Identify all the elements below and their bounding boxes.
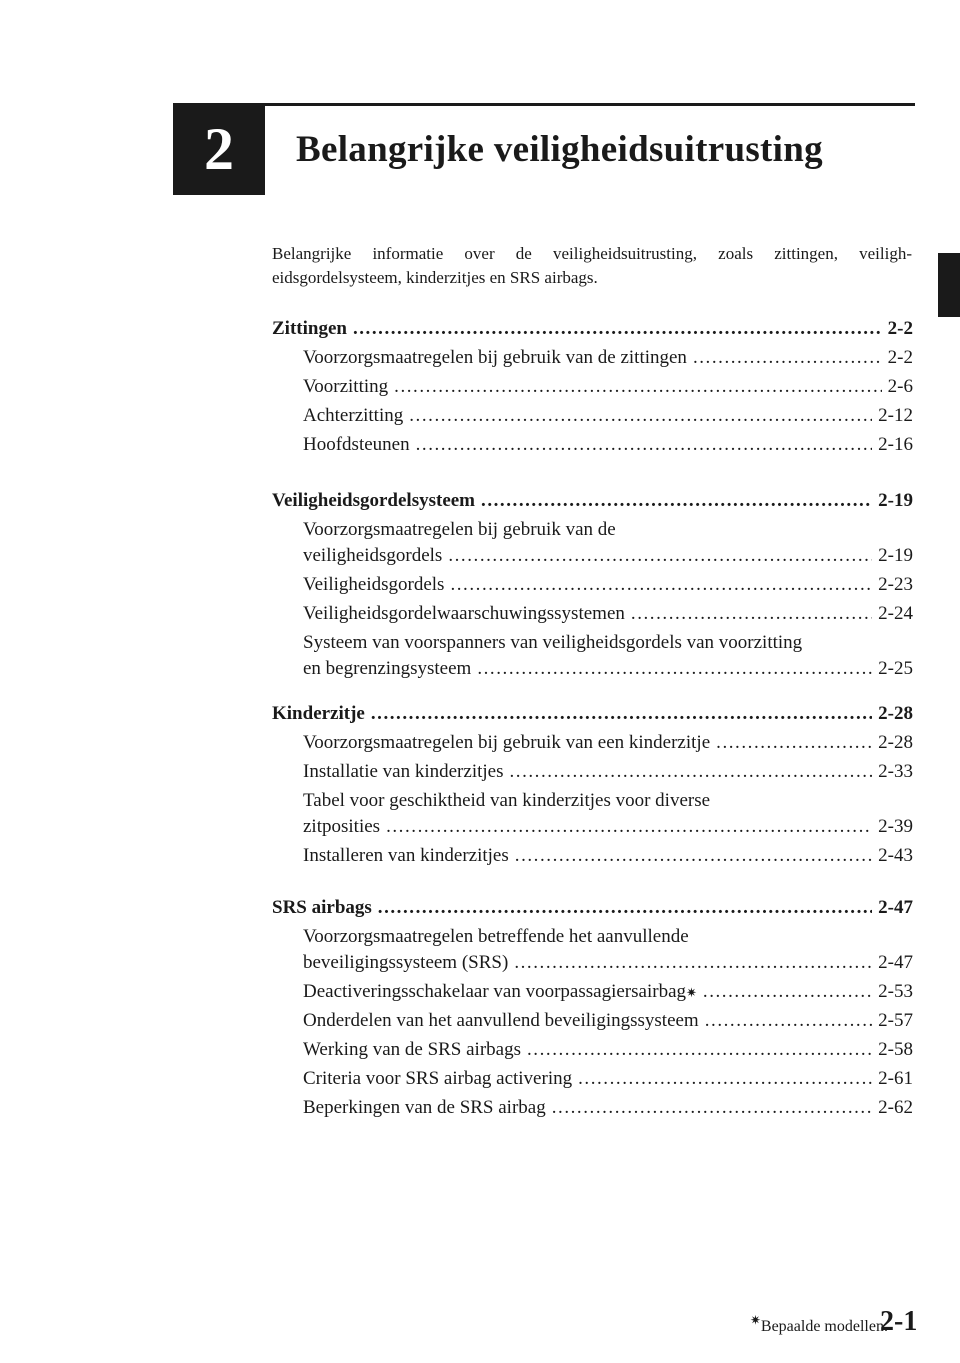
toc-page-number: 2-6 <box>887 376 913 397</box>
toc-page-number: 2-58 <box>878 1039 913 1060</box>
toc-leader <box>515 845 872 867</box>
toc-entry-label: Criteria voor SRS airbag activering <box>303 1068 573 1089</box>
toc-page-number: 2-53 <box>878 981 913 1002</box>
toc-leader <box>703 981 872 1003</box>
toc-page-number: 2-47 <box>878 897 913 918</box>
toc-entry-first-line[interactable]: Voorzorgsmaatregelen betreffende het aanvullende <box>303 926 689 947</box>
toc-entry-label: veiligheidsgordels <box>303 545 443 566</box>
toc-leader <box>481 490 872 512</box>
toc-entry-label: Installeren van kinderzitjes <box>303 845 509 866</box>
toc-page-number: 2-19 <box>878 545 913 566</box>
toc-leader <box>693 347 882 369</box>
toc-entry[interactable] <box>272 545 913 574</box>
footer-note <box>750 1312 888 1336</box>
toc-page-number: 2-39 <box>878 816 913 837</box>
toc-section-zittingen <box>272 318 913 463</box>
toc-leader <box>394 376 882 398</box>
toc-entry-label: Achterzitting <box>303 405 404 426</box>
toc-entry[interactable] <box>272 434 913 463</box>
toc-entry[interactable] <box>272 574 913 603</box>
toc-entry-label: Onderdelen van het aanvullend beveiligingssysteem <box>303 1010 699 1031</box>
toc-section-heading[interactable] <box>272 318 913 347</box>
toc-leader <box>509 761 872 783</box>
toc-entry[interactable] <box>272 658 913 687</box>
toc-page-number: 2-61 <box>878 1068 913 1089</box>
toc-section-title: Kinderzitje <box>272 703 365 724</box>
chapter-intro: Belangrijke informatie over de veiligheidsuitrusting, zoals zittingen, veiligh-eidsgordelsysteem, kinderzitjes en SRS airbags. <box>272 244 912 287</box>
toc-leader <box>631 603 872 625</box>
toc-entry-label: zitposities <box>303 816 381 837</box>
toc-page-number: 2-28 <box>878 703 913 724</box>
toc-page-number: 2-47 <box>878 952 913 973</box>
toc-entry-label: Installatie van kinderzitjes <box>303 761 504 782</box>
toc-leader <box>705 1010 872 1032</box>
footer-page-number: 2-1 <box>880 1306 918 1337</box>
toc-entry-label: Veiligheidsgordelwaarschuwingssystemen <box>303 603 625 624</box>
toc-section-veiligheidsgordelsysteem <box>272 490 913 687</box>
toc-entry-label: Beperkingen van de SRS airbag <box>303 1097 546 1118</box>
toc-entry[interactable] <box>272 761 913 790</box>
toc-section-title: Veiligheidsgordelsysteem <box>272 490 476 511</box>
chapter-number-box <box>173 103 265 195</box>
toc-entry[interactable] <box>272 1010 913 1039</box>
toc-entry[interactable] <box>272 952 913 981</box>
toc-entry[interactable] <box>272 1097 913 1126</box>
toc-section-heading[interactable] <box>272 703 913 732</box>
asterisk-marker-icon: ✷ <box>750 1312 761 1328</box>
toc-entry-label: Voorzitting <box>303 376 389 397</box>
toc-leader <box>416 434 873 456</box>
toc-entry[interactable] <box>272 347 913 376</box>
toc-page-number: 2-16 <box>878 434 913 455</box>
toc-entry-label: Deactiveringsschakelaar van voorpassagiersairbag <box>303 981 686 1002</box>
toc-page-number: 2-62 <box>878 1097 913 1118</box>
toc-page-number: 2-24 <box>878 603 913 624</box>
toc-entry-label: Veiligheidsgordels <box>303 574 445 595</box>
toc-section-title: Zittingen <box>272 318 347 339</box>
toc-entry-first-line[interactable]: Tabel voor geschiktheid van kinderzitjes voor diverse <box>303 790 711 811</box>
chapter-header-rule <box>173 103 915 106</box>
toc-page-number: 2-12 <box>878 405 913 426</box>
toc-page-number: 2-2 <box>887 347 913 368</box>
toc-section-kinderzitje <box>272 703 913 874</box>
toc-section-heading[interactable] <box>272 490 913 519</box>
toc-page-number: 2-28 <box>878 732 913 753</box>
toc-leader <box>371 703 872 725</box>
toc-leader <box>477 658 872 680</box>
toc-entry[interactable]: Deactiveringsschakelaar van voorpassagiersairbag ✷ . . . 2-53 <box>272 981 913 1010</box>
toc-entry[interactable] <box>272 1068 913 1097</box>
toc-leader <box>578 1068 872 1090</box>
toc-page-number: 2-19 <box>878 490 913 511</box>
toc-leader <box>716 732 872 754</box>
toc-section-srs-airbags <box>272 897 913 1126</box>
toc-entry-label: Hoofdsteunen <box>303 434 410 455</box>
toc-leader <box>386 816 872 838</box>
toc-entry-label: Voorzorgsmaatregelen bij gebruik van de zittingen <box>303 347 687 368</box>
toc-page-number: 2-2 <box>887 318 913 339</box>
toc-leader <box>527 1039 872 1061</box>
toc-leader <box>514 952 872 974</box>
toc-page-number: 2-23 <box>878 574 913 595</box>
toc-page-number: 2-25 <box>878 658 913 679</box>
toc-leader <box>378 897 872 919</box>
toc-leader <box>448 545 872 567</box>
chapter-number: 2 <box>204 115 234 182</box>
toc-entry-label: beveiligingssysteem (SRS) <box>303 952 509 973</box>
toc-entry[interactable] <box>272 1039 913 1068</box>
toc-leader <box>450 574 872 596</box>
chapter-side-tab <box>938 253 960 317</box>
toc-page-number: 2-43 <box>878 845 913 866</box>
toc-leader <box>353 318 882 340</box>
toc-page-number: 2-57 <box>878 1010 913 1031</box>
footer-note-text: Bepaalde modellen. <box>760 1318 888 1335</box>
toc-entry-label: Voorzorgsmaatregelen bij gebruik van een kinderzitje <box>303 732 711 753</box>
toc-entry[interactable] <box>272 816 913 845</box>
toc-entry[interactable] <box>272 376 913 405</box>
toc-entry[interactable] <box>272 603 913 632</box>
toc-entry[interactable] <box>272 732 913 761</box>
toc-entry[interactable] <box>272 845 913 874</box>
toc-entry-label: Werking van de SRS airbags <box>303 1039 521 1060</box>
toc-section-title: SRS airbags <box>272 897 372 918</box>
toc-section-heading[interactable] <box>272 897 913 926</box>
toc-page-number: 2-33 <box>878 761 913 782</box>
toc-leader <box>409 405 872 427</box>
toc-leader <box>552 1097 872 1119</box>
chapter-title: Belangrijke veiligheidsuitrusting <box>296 129 823 170</box>
toc-entry-label: en begrenzingsysteem <box>303 658 472 679</box>
toc-entry[interactable] <box>272 405 913 434</box>
toc-entry-first-line[interactable]: Systeem van voorspanners van veiligheidsgordels van voorzitting <box>303 632 803 653</box>
toc-entry-first-line[interactable]: Voorzorgsmaatregelen bij gebruik van de <box>303 519 616 540</box>
